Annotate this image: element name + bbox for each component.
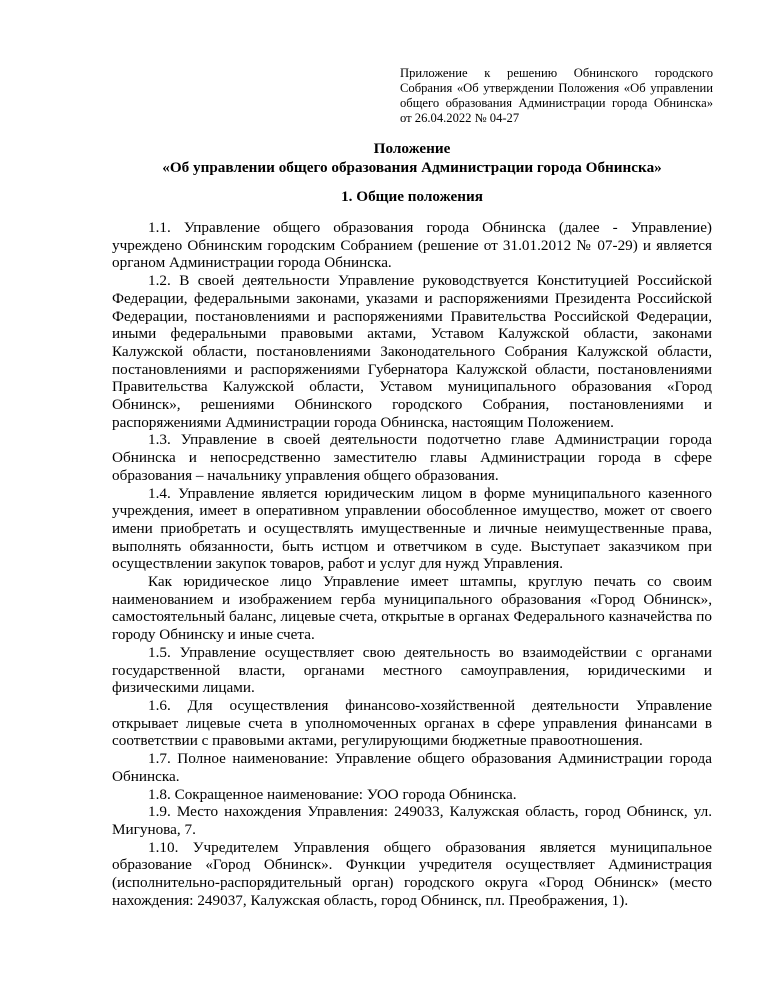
paragraph-1-4-continued: Как юридическое лицо Управление имеет штампы, круглую печать со своим наименованием и изображением герба муниципального образования «Город Обнинск», самостоятельный баланс, лицевые счета, открытые в органах Федерального казначейства по городу Обнинску и иные счета. — [112, 573, 712, 644]
paragraph-1-4: 1.4. Управление является юридическим лицом в форме муниципального казенного учреждения, имеет в оперативном управлении обособленное имущество, может от своего имени приобретать и осуществлять имущественные и личные неимущественные права, выполнять обязанности, быть истцом и ответчиком в суде. Выступает заказчиком при осуществлении закупок товаров, работ и услуг для нужд Управления. — [112, 484, 712, 573]
appendix-note: Приложение к решению Обнинского городского Собрания «Об утверждении Положения «Об управлении общего образования Администрации города Обнинска» от 26.04.2022 № 04-27 — [400, 66, 713, 125]
paragraph-1-7: 1.7. Полное наименование: Управление общего образования Администрации города Обнинска. — [112, 750, 712, 785]
paragraph-1-9: 1.9. Место нахождения Управления: 249033, Калужская область, город Обнинск, ул. Мигунова, 7. — [112, 803, 712, 838]
paragraph-1-8: 1.8. Сокращенное наименование: УОО города Обнинска. — [148, 785, 517, 803]
document-body — [112, 219, 712, 909]
paragraph-1-2: 1.2. В своей деятельности Управление руководствуется Конституцией Российской Федерации, федеральными законами, указами и распоряжениями Президента Российской Федерации, постановлениями и распоряжениями Правительства Российской Федерации, иными федеральными правовыми актами, Уставом Калужской области, законами Калужской области, постановлениями Законодательного Собрания Калужской области, постановлениями и распоряжениями Губернатора Калужской области, постановлениями Правительства Калужской области, Уставом муниципального образования «Город Обнинск», решениями Обнинского городского Собрания, постановлениями и распоряжениями Администрации города Обнинска, настоящим Положением. — [112, 272, 712, 431]
paragraph-1-5: 1.5. Управление осуществляет свою деятельность во взаимодействии с органами государственной власти, органами местного самоуправления, юридическими и физическими лицами. — [112, 643, 712, 697]
paragraph-1-1: 1.1. Управление общего образования города Обнинска (далее - Управление) учреждено Обнинским городским Собранием (решение от 31.01.2012 № 07-29) и является органом Администрации города Обнинска. — [112, 219, 712, 272]
title-line-2: «Об управлении общего образования Администрации города Обнинска» — [162, 159, 662, 176]
title-line-1: Положение — [373, 140, 451, 157]
document-title — [112, 139, 712, 177]
paragraph-1-3: 1.3. Управление в своей деятельности подотчетно главе Администрации города Обнинска и непосредственно заместителю главы Администрации города в сфере образования – начальнику управления общего образования. — [112, 431, 712, 484]
paragraph-1-6: 1.6. Для осуществления финансово-хозяйственной деятельности Управление открывает лицевые счета в уполномоченных органах в сфере управления финансами в соответствии с правовыми актами, регулирующими бюджетные правоотношения. — [112, 696, 712, 750]
paragraph-1-10: 1.10. Учредителем Управления общего образования является муниципальное образование «Город Обнинск». Функции учредителя осуществляет Администрация (исполнительно-распорядительный орган) городского округа «Город Обнинск» (место нахождения: 249037, Калужская область, город Обнинск, пл. Преображения, 1). — [112, 838, 712, 909]
section-heading: 1. Общие положения — [341, 188, 483, 205]
